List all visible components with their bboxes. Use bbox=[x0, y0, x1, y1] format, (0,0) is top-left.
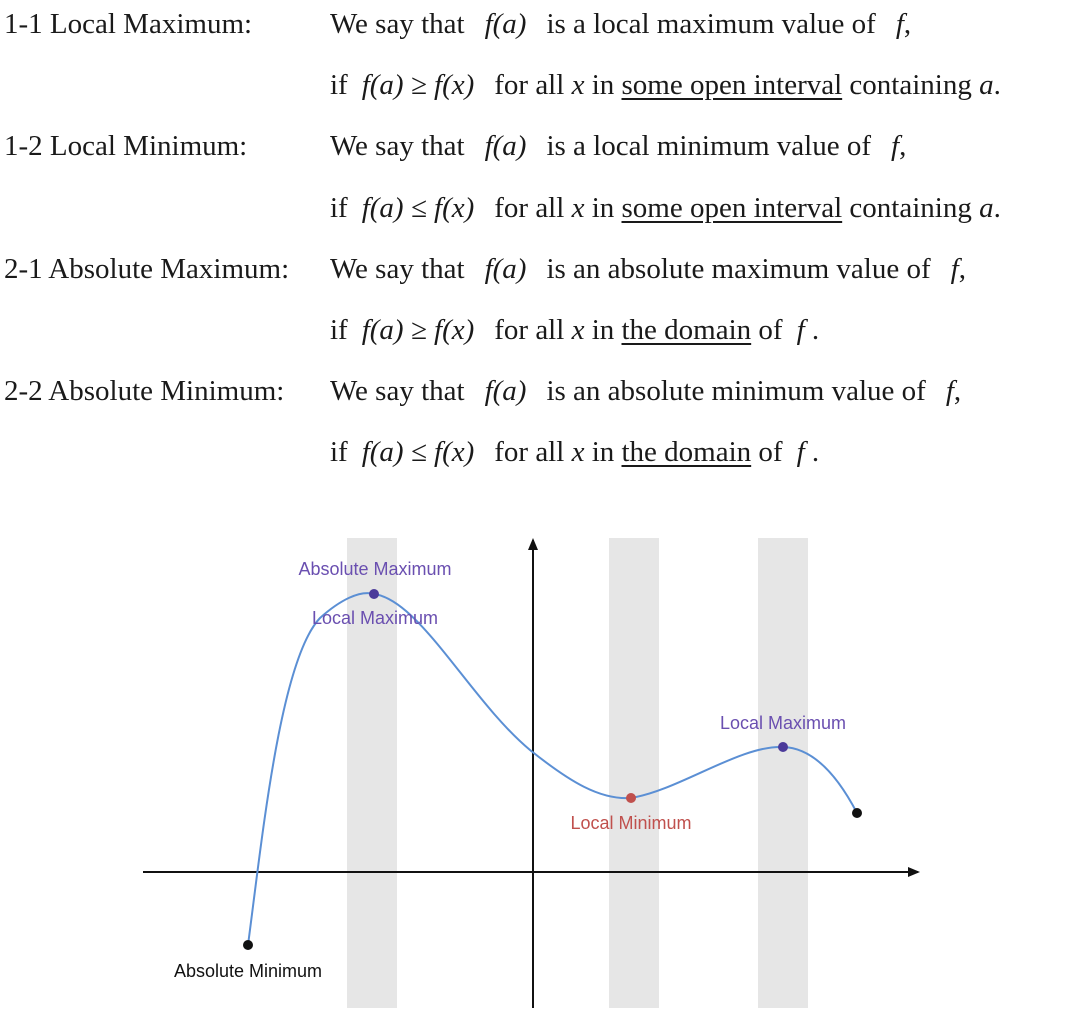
math-expression: f(a) ≤ f(x) bbox=[361, 192, 475, 224]
text: if bbox=[330, 314, 348, 346]
definition-2-2-line-1 bbox=[0, 371, 1080, 411]
text: We say that bbox=[330, 8, 465, 40]
text: in bbox=[591, 69, 615, 101]
text: , bbox=[958, 253, 966, 285]
definition-term: 1-2 Local Minimum: bbox=[4, 130, 248, 162]
text: for all bbox=[494, 436, 565, 468]
absolute-maximum-point bbox=[369, 589, 379, 599]
definition-2-1-line-2 bbox=[0, 310, 1080, 350]
math-expression: f(a) ≤ f(x) bbox=[361, 436, 475, 468]
function-symbol: f bbox=[796, 436, 805, 468]
definition-term: 1-1 Local Maximum: bbox=[4, 8, 253, 40]
text: if bbox=[330, 192, 348, 224]
underlined-phrase: some open interval bbox=[621, 69, 843, 101]
text: in bbox=[591, 436, 615, 468]
local-maximum-label-2: Local Maximum bbox=[719, 713, 847, 733]
local-maximum-point bbox=[778, 742, 788, 752]
definition-term: 2-1 Absolute Maximum: bbox=[4, 253, 290, 285]
text: of bbox=[758, 314, 783, 346]
text: if bbox=[330, 436, 348, 468]
highlight-band-3 bbox=[758, 538, 808, 1008]
variable: x bbox=[571, 314, 585, 346]
math-expression: f(a) bbox=[484, 130, 527, 162]
math-expression: f(a) ≥ f(x) bbox=[361, 69, 475, 101]
text: for all bbox=[494, 69, 565, 101]
text: for all bbox=[494, 314, 565, 346]
local-maximum-label-1: Local Maximum bbox=[311, 608, 439, 628]
underlined-phrase: the domain bbox=[621, 314, 752, 346]
definition-1-1-line-1 bbox=[0, 4, 1080, 44]
math-expression: f(a) ≥ f(x) bbox=[361, 314, 475, 346]
extrema-graph bbox=[0, 480, 1080, 1012]
text: . bbox=[811, 436, 820, 468]
text: . bbox=[993, 69, 1001, 101]
function-symbol: f bbox=[895, 8, 904, 40]
math-expression: f(a) bbox=[484, 253, 527, 285]
definition-2-2-line-2 bbox=[0, 432, 1080, 472]
text: is an absolute minimum value of bbox=[546, 375, 926, 407]
function-symbol: f bbox=[796, 314, 805, 346]
text: , bbox=[953, 375, 962, 407]
definition-1-2-line-1 bbox=[0, 126, 1080, 166]
text: , bbox=[903, 8, 912, 40]
text: , bbox=[899, 130, 907, 162]
text: for all bbox=[494, 192, 565, 224]
text: We say that bbox=[330, 253, 465, 285]
math-expression: f(a) bbox=[484, 8, 527, 40]
variable: x bbox=[571, 192, 585, 224]
text: is a local minimum value of bbox=[546, 130, 872, 162]
variable: x bbox=[571, 69, 585, 101]
local-minimum-label: Local Minimum bbox=[570, 813, 692, 833]
text: in bbox=[591, 192, 615, 224]
definitions-section bbox=[0, 0, 1080, 480]
absolute-minimum-label: Absolute Minimum bbox=[173, 961, 323, 981]
right-endpoint bbox=[852, 808, 862, 818]
text: We say that bbox=[330, 130, 465, 162]
underlined-phrase: some open interval bbox=[621, 192, 843, 224]
definition-1-2-line-2 bbox=[0, 188, 1080, 228]
text: containing bbox=[849, 192, 972, 224]
function-symbol: f bbox=[891, 130, 900, 162]
variable: x bbox=[571, 436, 585, 468]
absolute-maximum-label: Absolute Maximum bbox=[298, 559, 452, 579]
absolute-minimum-endpoint bbox=[243, 940, 253, 950]
function-symbol: f bbox=[950, 253, 959, 285]
text: of bbox=[758, 436, 783, 468]
definition-1-1-line-2 bbox=[0, 65, 1080, 105]
definition-2-1-line-1 bbox=[0, 249, 1080, 289]
text: We say that bbox=[330, 375, 465, 407]
text: . bbox=[993, 192, 1001, 224]
point-symbol: a bbox=[979, 192, 994, 224]
graph-canvas bbox=[0, 480, 1080, 1012]
underlined-phrase: the domain bbox=[621, 436, 752, 468]
function-symbol: f bbox=[945, 375, 954, 407]
text: containing bbox=[849, 69, 972, 101]
math-expression: f(a) bbox=[484, 375, 527, 407]
text: . bbox=[811, 314, 820, 346]
text: is an absolute maximum value of bbox=[546, 253, 931, 285]
text: in bbox=[591, 314, 615, 346]
text: is a local maximum value of bbox=[546, 8, 876, 40]
definition-term: 2-2 Absolute Minimum: bbox=[4, 375, 285, 407]
point-symbol: a bbox=[979, 69, 994, 101]
local-minimum-point bbox=[626, 793, 636, 803]
highlight-band-2 bbox=[609, 538, 659, 1008]
text: if bbox=[330, 69, 348, 101]
